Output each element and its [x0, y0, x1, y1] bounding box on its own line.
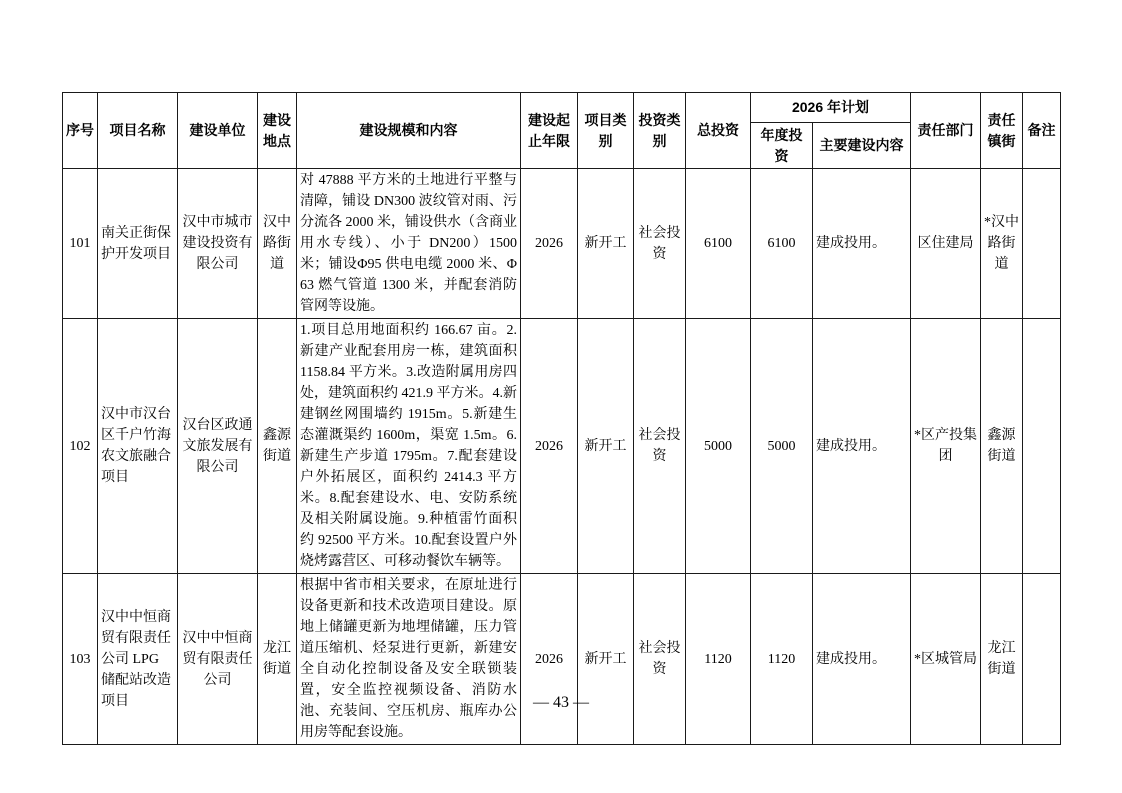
cell-build-unit: 汉台区政通文旅发展有限公司: [178, 319, 258, 574]
cell-invest-type: 社会投资: [634, 169, 686, 319]
cell-project-name: 汉中市汉台区千户竹海农文旅融合项目: [98, 319, 178, 574]
cell-total-invest: 5000: [686, 319, 751, 574]
cell-category: 新开工: [578, 574, 634, 745]
col-header-project-name: 项目名称: [98, 93, 178, 169]
cell-location: 汉中路街道: [258, 169, 297, 319]
project-plan-table: [62, 92, 1061, 745]
cell-total-invest: 1120: [686, 574, 751, 745]
cell-dept: *区城管局: [911, 574, 981, 745]
header-row-1: [63, 93, 1061, 123]
cell-scale-content: 对 47888 平方米的土地进行平整与清障，铺设 DN300 波纹管对雨、污分流各 2000 米，铺设供水（含商业用水专线）、小于 DN200）1500 米；铺设Φ95 供电电缆 2000 米、Φ63 燃气管道 1300 米，并配套消防管网等设施。: [297, 169, 521, 319]
cell-total-invest: 6100: [686, 169, 751, 319]
cell-years: 2026: [521, 574, 578, 745]
cell-main-content: 建成投用。: [813, 169, 911, 319]
cell-seq: 102: [63, 319, 98, 574]
cell-dept: 区住建局: [911, 169, 981, 319]
col-header-dept: 责任部门: [911, 93, 981, 169]
cell-dept: *区产投集团: [911, 319, 981, 574]
col-header-build-unit: 建设单位: [178, 93, 258, 169]
cell-years: 2026: [521, 319, 578, 574]
cell-scale-content: 根据中省市相关要求，在原址进行设备更新和技术改造项目建设。原地上储罐更新为地埋储罐，压力管道压缩机、烃泵进行更新，新建安全自动化控制设备及安全联锁装置，安全监控视频设备、消防水池、充装间、空压机房、瓶库办公用房等配套设施。: [297, 574, 521, 745]
col-header-total-invest: 总投资: [686, 93, 751, 169]
table-row-102: [63, 319, 1061, 574]
cell-annual-invest: 1120: [751, 574, 813, 745]
col-header-main-content: 主要建设内容: [813, 123, 911, 169]
cell-category: 新开工: [578, 169, 634, 319]
cell-annual-invest: 6100: [751, 169, 813, 319]
cell-remark: [1023, 169, 1061, 319]
col-header-location: 建设地点: [258, 93, 297, 169]
cell-remark: [1023, 319, 1061, 574]
col-header-annual-invest: 年度投资: [751, 123, 813, 169]
cell-town: 鑫源街道: [981, 319, 1023, 574]
cell-town: 龙江街道: [981, 574, 1023, 745]
table-row-103: [63, 574, 1061, 745]
col-header-2026-plan: 2026 年计划: [751, 93, 911, 123]
col-header-seq: 序号: [63, 93, 98, 169]
table-row-101: [63, 169, 1061, 319]
cell-remark: [1023, 574, 1061, 745]
cell-project-name: 南关正街保护开发项目: [98, 169, 178, 319]
col-header-category: 项目类别: [578, 93, 634, 169]
cell-town: *汉中路街道: [981, 169, 1023, 319]
col-header-scale-content: 建设规模和内容: [297, 93, 521, 169]
cell-invest-type: 社会投资: [634, 319, 686, 574]
cell-annual-invest: 5000: [751, 319, 813, 574]
cell-main-content: 建成投用。: [813, 574, 911, 745]
cell-location: 鑫源街道: [258, 319, 297, 574]
cell-seq: 103: [63, 574, 98, 745]
cell-years: 2026: [521, 169, 578, 319]
cell-main-content: 建成投用。: [813, 319, 911, 574]
cell-category: 新开工: [578, 319, 634, 574]
cell-scale-content: 1.项目总用地面积约 166.67 亩。2.新建产业配套用房一栋，建筑面积 1158.84 平方米。3.改造附属用房四处，建筑面积约 421.9 平方米。4.新建钢丝网围墙约 1915m。5.新建生态灌溉渠约 1600m，渠宽 1.5m。6.新建生产步道 1795m。7.配套建设户外拓展区，面积约 2414.3 平方米。8.配套建设水、电、安防系统及相关附属设施。9.种植雷竹面积约 92500 平方米。10.配套设置户外烧烤露营区、可移动餐饮车辆等。: [297, 319, 521, 574]
cell-invest-type: 社会投资: [634, 574, 686, 745]
col-header-invest-type: 投资类别: [634, 93, 686, 169]
cell-seq: 101: [63, 169, 98, 319]
cell-project-name: 汉中中恒商贸有限责任公司 LPG 储配站改造项目: [98, 574, 178, 745]
col-header-remark: 备注: [1023, 93, 1061, 169]
cell-location: 龙江街道: [258, 574, 297, 745]
page-number: — 43 —: [533, 694, 589, 711]
cell-build-unit: 汉中中恒商贸有限责任公司: [178, 574, 258, 745]
col-header-years: 建设起止年限: [521, 93, 578, 169]
col-header-town: 责任镇街: [981, 93, 1023, 169]
cell-build-unit: 汉中市城市建设投资有限公司: [178, 169, 258, 319]
